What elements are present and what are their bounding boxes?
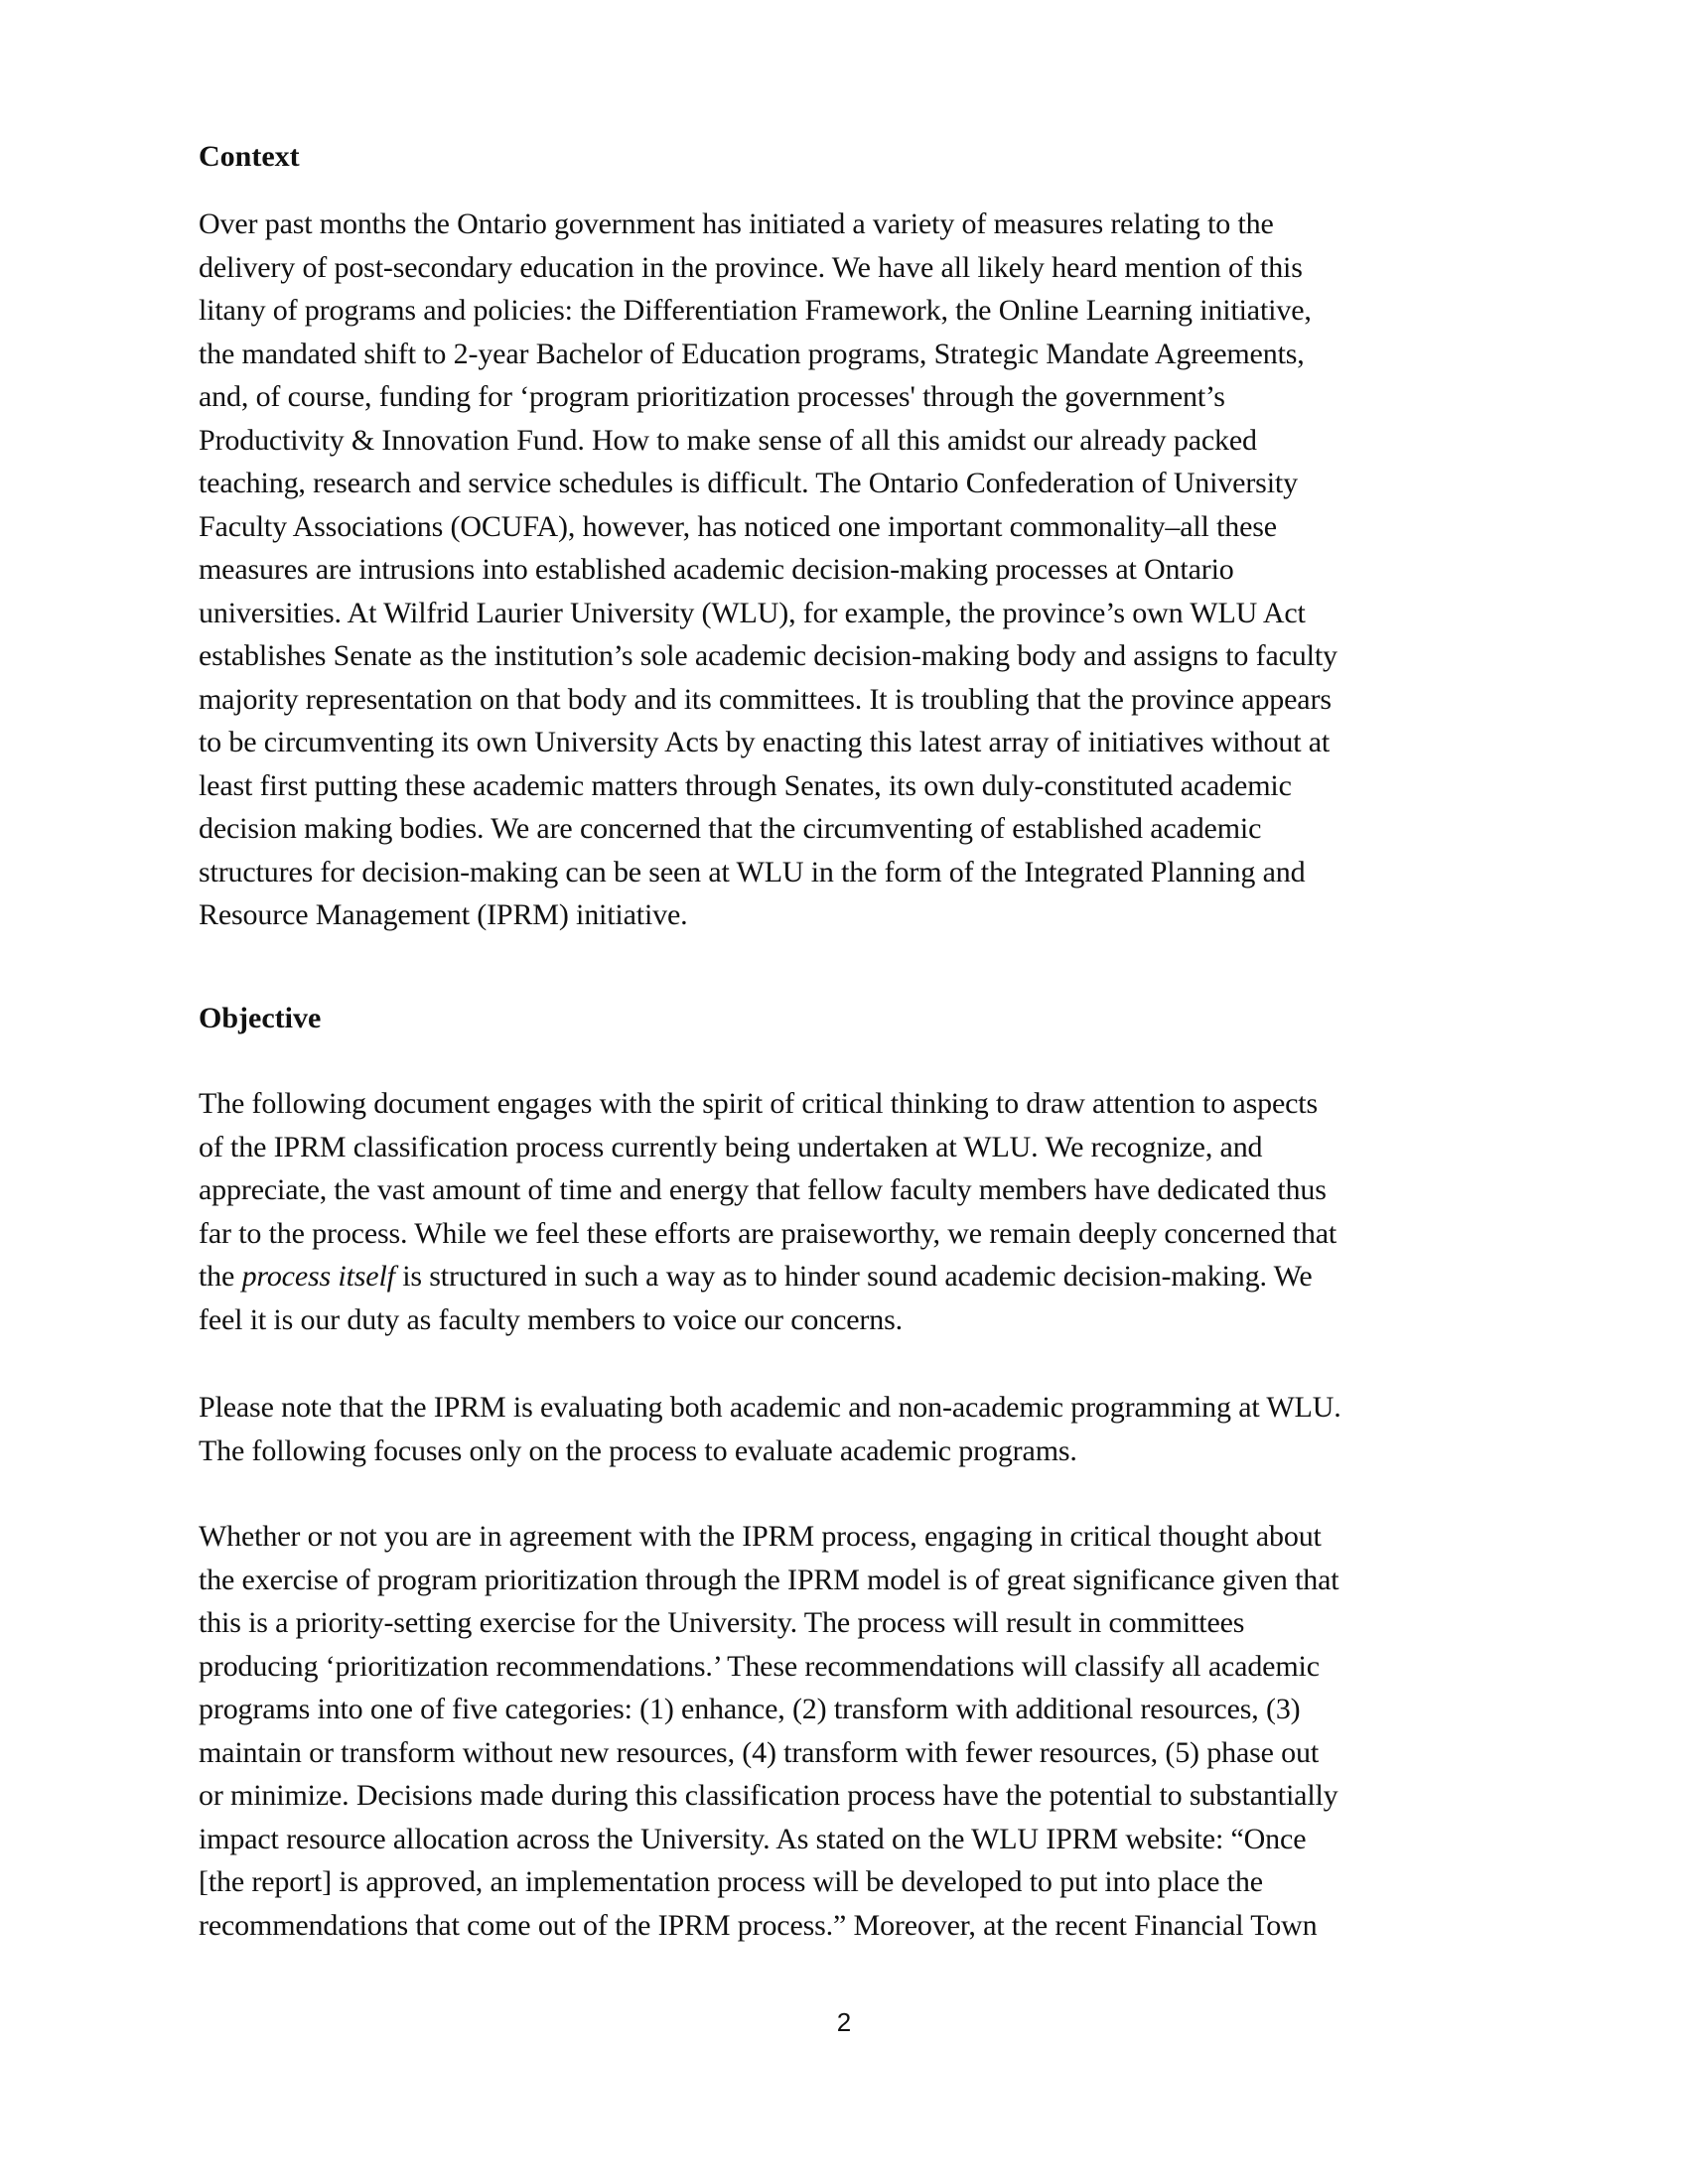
text-segment: the bbox=[199, 1260, 242, 1293]
text-line bbox=[199, 1255, 1489, 1298]
text-line: Whether or not you are in agreement with the IPRM process, engaging in critical thought about bbox=[199, 1520, 1322, 1553]
emphasized-text: process itself bbox=[241, 1260, 395, 1293]
text-line: of the IPRM classification process currently being undertaken at WLU. We recognize, and bbox=[199, 1130, 1263, 1163]
text-line: establishes Senate as the institution’s sole academic decision-making body and assigns to faculty bbox=[199, 639, 1337, 672]
text-line: delivery of post-secondary education in the province. We have all likely heard mention of this bbox=[199, 250, 1303, 284]
text-line: maintain or transform without new resources, (4) transform with fewer resources, (5) phase out bbox=[199, 1735, 1320, 1769]
text-line: Over past months the Ontario government has initiated a variety of measures relating to the bbox=[199, 207, 1274, 240]
text-line: majority representation on that body and its committees. It is troubling that the province appears bbox=[199, 682, 1332, 716]
text-line: and, of course, funding for ‘program prioritization processes' through the government’s bbox=[199, 380, 1225, 413]
text-line: the mandated shift to 2-year Bachelor of Education programs, Strategic Mandate Agreements, bbox=[199, 337, 1305, 370]
text-line: to be circumventing its own University Acts by enacting this latest array of initiatives without at bbox=[199, 726, 1331, 758]
section-heading-context: Context bbox=[199, 140, 300, 173]
text-line: litany of programs and policies: the Differentiation Framework, the Online Learning initiative, bbox=[199, 294, 1312, 327]
text-line: recommendations that come out of the IPRM process.” Moreover, at the recent Financial Town bbox=[199, 1908, 1318, 1942]
text-line: The following document engages with the spirit of critical thinking to draw attention to aspects bbox=[199, 1087, 1318, 1120]
text-line: the exercise of program prioritization through the IPRM model is of great significance given that bbox=[199, 1563, 1339, 1596]
text-line: Faculty Associations (OCUFA), however, has noticed one important commonality–all these bbox=[199, 509, 1277, 543]
text-line: Please note that the IPRM is evaluating both academic and non-academic programming at WLU. bbox=[199, 1391, 1341, 1424]
text-line: this is a priority-setting exercise for the University. The process will result in committees bbox=[199, 1606, 1245, 1639]
text-line: teaching, research and service schedules is difficult. The Ontario Confederation of University bbox=[199, 467, 1298, 499]
section-heading-objective: Objective bbox=[199, 1002, 322, 1034]
text-line: impact resource allocation across the University. As stated on the WLU IPRM website: “Once bbox=[199, 1822, 1307, 1855]
objective-paragraph-3 bbox=[199, 1515, 1489, 1947]
context-paragraph bbox=[199, 203, 1489, 937]
text-line: The following focuses only on the process to evaluate academic programs. bbox=[199, 1433, 1077, 1467]
page-number: 2 bbox=[836, 2007, 852, 2037]
objective-paragraph-1 bbox=[199, 1082, 1489, 1341]
text-line: Resource Management (IPRM) initiative. bbox=[199, 898, 688, 931]
text-line: universities. At Wilfrid Laurier University (WLU), for example, the province’s own WLU Act bbox=[199, 596, 1306, 629]
text-line: measures are intrusions into established academic decision-making processes at Ontario bbox=[199, 553, 1234, 586]
text-line: programs into one of five categories: (1) enhance, (2) transform with additional resources, (3) bbox=[199, 1693, 1301, 1725]
text-line: structures for decision-making can be seen at WLU in the form of the Integrated Planning and bbox=[199, 855, 1306, 888]
objective-paragraph-2 bbox=[199, 1386, 1489, 1472]
text-line: least first putting these academic matters through Senates, its own duly-constituted academic bbox=[199, 768, 1292, 802]
text-line: appreciate, the vast amount of time and energy that fellow faculty members have dedicated thus bbox=[199, 1173, 1327, 1206]
text-line: decision making bodies. We are concerned that the circumventing of established academic bbox=[199, 812, 1262, 845]
text-line: [the report] is approved, an implementation process will be developed to put into place the bbox=[199, 1865, 1263, 1898]
text-line: producing ‘prioritization recommendations.’ These recommendations will classify all academic bbox=[199, 1649, 1320, 1683]
text-line: feel it is our duty as faculty members to voice our concerns. bbox=[199, 1302, 903, 1336]
text-segment: is structured in such a way as to hinder sound academic decision-making. We bbox=[394, 1260, 1313, 1293]
text-line: far to the process. While we feel these efforts are praiseworthy, we remain deeply concerned that bbox=[199, 1216, 1337, 1250]
text-line: or minimize. Decisions made during this classification process have the potential to substantially bbox=[199, 1779, 1338, 1812]
text-line: Productivity & Innovation Fund. How to make sense of all this amidst our already packed bbox=[199, 423, 1257, 457]
